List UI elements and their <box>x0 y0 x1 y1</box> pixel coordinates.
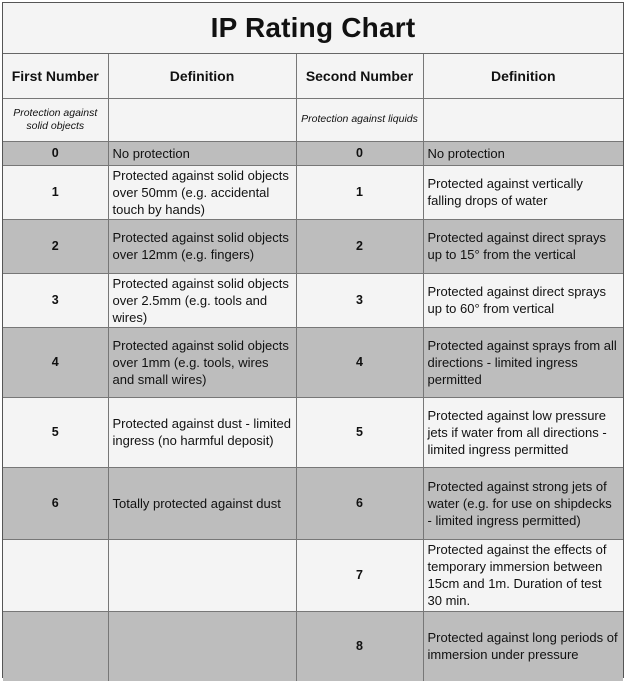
table-row <box>3 539 623 611</box>
first-definition-cell: Protected against solid objects over 1mm (e.g. tools, wires and small wires) <box>108 327 296 397</box>
first-number-cell: 0 <box>3 141 108 165</box>
second-number-cell: 8 <box>296 611 423 681</box>
header-row <box>3 54 623 98</box>
first-number-cell: 4 <box>3 327 108 397</box>
table-row <box>3 611 623 681</box>
second-number-cell: 7 <box>296 539 423 611</box>
header-definition-2: Definition <box>423 54 623 98</box>
table-row <box>3 397 623 467</box>
first-number-cell: 6 <box>3 467 108 539</box>
second-number-cell: 4 <box>296 327 423 397</box>
table-row <box>3 273 623 327</box>
second-definition-cell: No protection <box>423 141 623 165</box>
first-number-cell: 1 <box>3 165 108 219</box>
second-definition-cell: Protected against low pressure jets if water from all directions - limited ingress permitted <box>423 397 623 467</box>
second-definition-cell: Protected against direct sprays up to 15° from the vertical <box>423 219 623 273</box>
first-definition-cell: Totally protected against dust <box>108 467 296 539</box>
first-definition-cell: Protected against solid objects over 2.5mm (e.g. tools and wires) <box>108 273 296 327</box>
title-row <box>3 3 623 54</box>
ip-rating-table <box>3 54 623 681</box>
first-number-cell <box>3 539 108 611</box>
second-number-cell: 3 <box>296 273 423 327</box>
subheader-empty-1 <box>108 98 296 141</box>
table-row <box>3 141 623 165</box>
header-definition-1: Definition <box>108 54 296 98</box>
second-definition-cell: Protected against strong jets of water (e.g. for use on shipdecks - limited ingress permitted) <box>423 467 623 539</box>
first-number-cell: 2 <box>3 219 108 273</box>
first-definition-cell: No protection <box>108 141 296 165</box>
first-number-cell: 3 <box>3 273 108 327</box>
second-definition-cell: Protected against vertically falling drops of water <box>423 165 623 219</box>
table-row <box>3 219 623 273</box>
first-definition-cell <box>108 539 296 611</box>
first-definition-cell: Protected against solid objects over 50mm (e.g. accidental touch by hands) <box>108 165 296 219</box>
header-first-number: First Number <box>3 54 108 98</box>
table-row <box>3 467 623 539</box>
first-number-cell: 5 <box>3 397 108 467</box>
header-second-number: Second Number <box>296 54 423 98</box>
second-number-cell: 0 <box>296 141 423 165</box>
second-definition-cell: Protected against the effects of temporary immersion between 15cm and 1m. Duration of test 30 min. <box>423 539 623 611</box>
ip-rating-chart <box>2 2 624 678</box>
subheader-first: Protection against solid objects <box>3 98 108 141</box>
first-definition-cell <box>108 611 296 681</box>
first-number-cell <box>3 611 108 681</box>
table-row <box>3 327 623 397</box>
second-number-cell: 6 <box>296 467 423 539</box>
subheader-second: Protection against liquids <box>296 98 423 141</box>
second-number-cell: 1 <box>296 165 423 219</box>
chart-title: IP Rating Chart <box>210 12 416 43</box>
subheader-empty-2 <box>423 98 623 141</box>
first-definition-cell: Protected against solid objects over 12mm (e.g. fingers) <box>108 219 296 273</box>
subheader-row <box>3 98 623 141</box>
second-number-cell: 2 <box>296 219 423 273</box>
second-definition-cell: Protected against direct sprays up to 60° from vertical <box>423 273 623 327</box>
second-number-cell: 5 <box>296 397 423 467</box>
first-definition-cell: Protected against dust - limited ingress (no harmful deposit) <box>108 397 296 467</box>
table-row <box>3 165 623 219</box>
second-definition-cell: Protected against long periods of immersion under pressure <box>423 611 623 681</box>
second-definition-cell: Protected against sprays from all directions - limited ingress permitted <box>423 327 623 397</box>
